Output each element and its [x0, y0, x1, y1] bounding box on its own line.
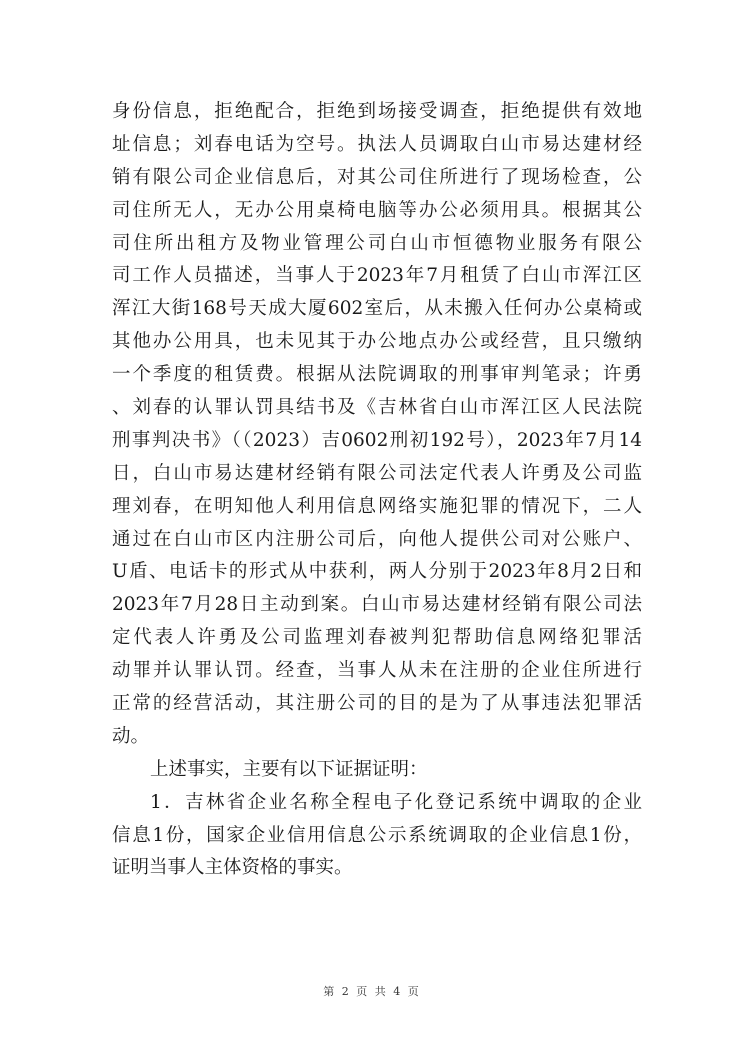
text-line: 上述事实，主要有以下证据证明：: [150, 758, 428, 780]
text-line: 身份信息，拒绝配合，拒绝到场接受调查，拒绝提供有效地: [112, 101, 642, 122]
text-line: 动罪并认罪认罚。经查，当事人从未在注册的企业住所进行: [112, 660, 642, 682]
text-line: 销有限公司企业信息后，对其公司住所进行了现场检查，公: [112, 166, 642, 188]
text-line: 、刘春的认罪认罚具结书及《吉林省白山市浑江区人民法院: [112, 397, 642, 419]
paragraph-evidence-item-1: [112, 787, 642, 886]
text-line: 其他办公用具，也未见其于办公地点办公或经营，且只缴纳: [112, 331, 642, 353]
paragraph-evidence-intro: [112, 754, 642, 787]
text-line: 址信息；刘春电话为空号。执法人员调取白山市易达建材经: [112, 133, 642, 155]
text-line: 理刘春，在明知他人利用信息网络实施犯罪的情况下，二人: [112, 495, 642, 517]
document-body: [112, 96, 642, 885]
text-line: 司工作人员描述，当事人于2023年7月租赁了白山市浑江区: [112, 265, 642, 287]
page-number-footer: 第 2 页 共 4 页: [323, 985, 421, 998]
text-line: 动。: [112, 725, 150, 747]
text-line: 浑江大街168号天成大厦602室后，从未搬入任何办公桌椅或: [112, 298, 642, 320]
text-line: 一个季度的租赁费。根据从法院调取的刑事审判笔录；许勇: [112, 364, 642, 386]
text-line: 刑事判决书》（（2023）吉0602刑初192号），2023年7月14: [112, 429, 642, 451]
text-line: 通过在白山市区内注册公司后，向他人提供公司对公账户、: [112, 528, 642, 550]
text-line: 日，白山市易达建材经销有限公司法定代表人许勇及公司监: [112, 462, 642, 484]
paragraph-facts: [112, 96, 642, 754]
text-line: 正常的经营活动，其注册公司的目的是为了从事违法犯罪活: [112, 693, 642, 715]
text-line: 1．吉林省企业名称全程电子化登记系统中调取的企业: [150, 791, 642, 813]
text-line: 信息1份，国家企业信用信息公示系统调取的企业信息1份，: [112, 824, 642, 846]
text-line: 2023年7月28日主动到案。白山市易达建材经销有限公司法: [112, 594, 642, 616]
text-line: 定代表人许勇及公司监理刘春被判犯帮助信息网络犯罪活: [112, 627, 642, 649]
text-line: 证明当事人主体资格的事实。: [112, 857, 353, 879]
text-line: U盾、电话卡的形式从中获利，两人分别于2023年8月2日和: [112, 561, 642, 583]
text-line: 司住所出租方及物业管理公司白山市恒德物业服务有限公: [112, 232, 642, 254]
text-line: 司住所无人，无办公用桌椅电脑等办公必须用具。根据其公: [112, 199, 642, 221]
